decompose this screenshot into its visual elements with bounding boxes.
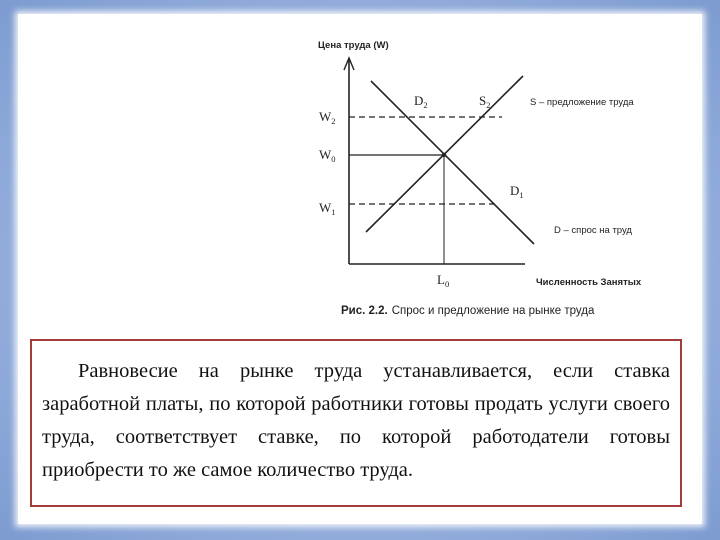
w1-label: $W_1$ [319, 200, 336, 217]
d1-label: $D_1$ [510, 183, 524, 200]
equilibrium-point [442, 153, 446, 157]
w0-label: $W_0$ [319, 147, 336, 164]
slide [18, 14, 702, 524]
l0-label: $L_0$ [437, 272, 450, 289]
figure-number: Рис. 2.2. [341, 305, 388, 317]
x-axis-label: Численность Занятых [536, 277, 642, 288]
definition-paragraph: Равновесие на рынке труда устанавливается, если ставка заработной платы, по которой работники готовы продать услуги своего труда, соответствует ставке, по которой работодатели готовы приобрести то же самое количество труда. [42, 360, 670, 481]
supply-legend: S – предложение труда [530, 97, 634, 108]
d2-label: $D_2$ [414, 93, 428, 110]
w2-label: $W_2$ [319, 109, 336, 126]
demand-legend: D – спрос на труд [554, 225, 632, 236]
definition-box [30, 339, 682, 507]
labor-market-diagram [18, 14, 702, 334]
s2-label: $S_2$ [479, 93, 491, 110]
demand-curve [371, 81, 534, 244]
figure-caption [341, 305, 594, 317]
figure-caption-text: Спрос и предложение на рынке труда [391, 305, 595, 317]
y-axis-label: Цена труда (W) [318, 40, 389, 51]
